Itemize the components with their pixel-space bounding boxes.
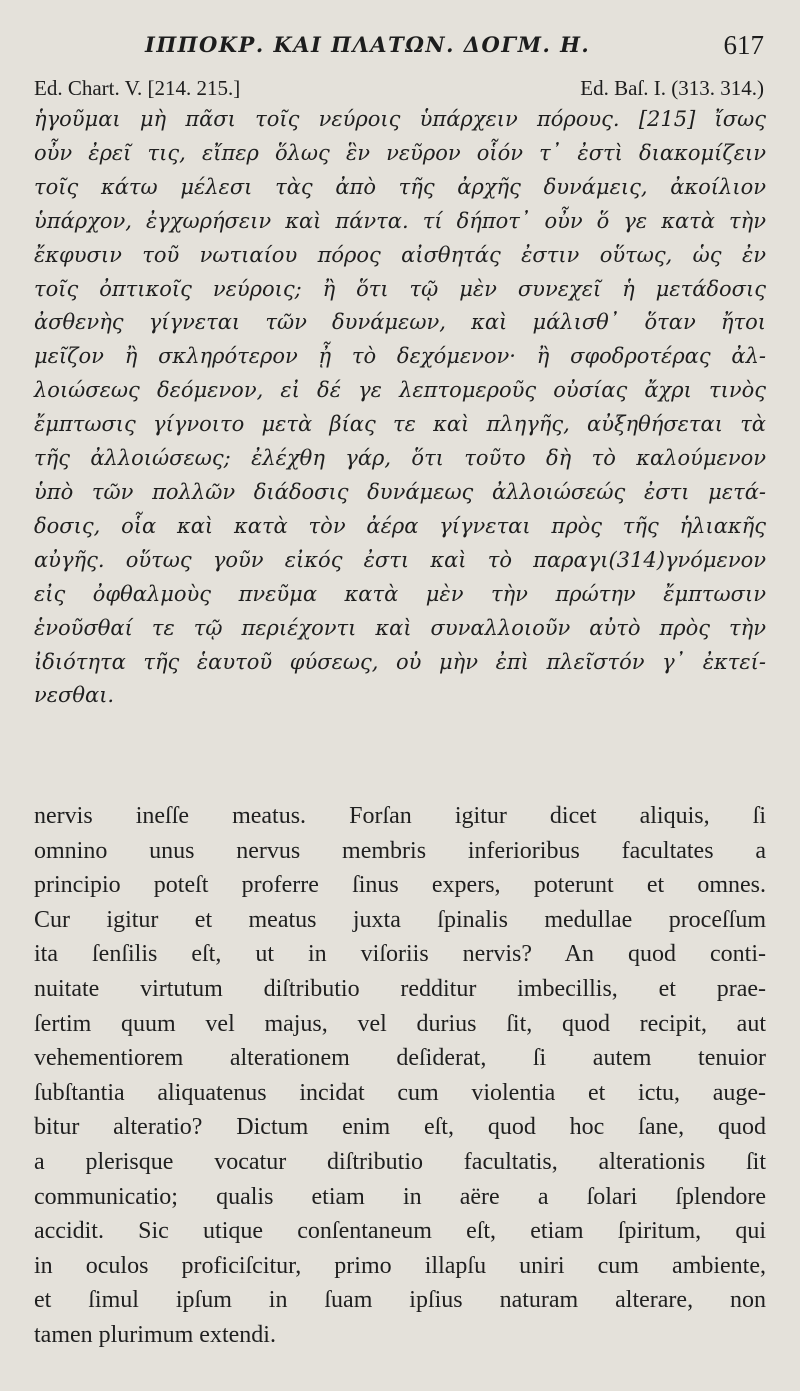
greek-line: μεῖζον ἢ σκληρότερον ᾖ τὸ δεχόμενον· ἢ σφοδροτέρας ἀλ-: [34, 344, 766, 369]
latin-line: bitur alteratio? Dictum enim eſt, quod hoc ſane, quod: [34, 1114, 766, 1141]
latin-line: omnino unus nervus membris inferioribus facultates a: [34, 837, 766, 864]
greek-line: τοῖς ὀπτικοῖς νεύροις; ἢ ὅτι τῷ μὲν συνεχεῖ ἡ μετάδοσις: [34, 276, 766, 301]
latin-line: principio poteſt proferre ſinus expers, poterunt et omnes.: [34, 872, 766, 899]
greek-line: νεσθαι.: [34, 683, 115, 708]
latin-line: ſubſtantia aliquatenus incidat cum violentia et ictu, auge-: [34, 1079, 766, 1106]
greek-line: ἑνοῦσθαί τε τῷ περιέχοντι καὶ συναλλοιοῦν αὐτὸ πρὸς τὴν: [34, 615, 766, 640]
latin-line: ita ſenſilis eſt, ut in viſoriis nervis? An quod conti-: [34, 941, 766, 968]
latin-line: ſertim quum vel majus, vel durius ſit, quod recipit, aut: [34, 1010, 766, 1037]
greek-line: ὑπὸ τῶν πολλῶν διάδοσις δυνάμεως ἀλλοιώσεώς ἐστι μετά-: [34, 479, 766, 504]
greek-line: αὐγῆς. οὕτως γοῦν εἰκός ἐστι καὶ τὸ παραγι(314)γνόμενον: [34, 547, 766, 572]
latin-line: vehementiorem alterationem deſiderat, ſi autem tenuior: [34, 1045, 766, 1072]
latin-line: et ſimul ipſum in ſuam ipſius naturam alterare, non: [34, 1287, 766, 1314]
greek-line: εἰς ὀφθαλμοὺς πνεῦμα κατὰ μὲν τὴν πρώτην ἔμπτωσιν: [34, 581, 766, 606]
latin-line: Cur igitur et meatus juxta ſpinalis medullae proceſſum: [34, 906, 766, 933]
page-number: 617: [723, 30, 764, 60]
running-head: [0, 30, 800, 66]
greek-text-block: [34, 103, 766, 713]
greek-line: τοῖς κάτω μέλεσι τὰς ἀπὸ τῆς ἀρχῆς δυνάμεις, ἀκοίλιον: [34, 174, 766, 199]
greek-line: ἔμπτωσις γίγνοιτο μετὰ βίας τε καὶ πληγῆς, αὐξηθήσεται τὰ: [34, 412, 766, 437]
latin-line: accidit. Sic utique conſentaneum eſt, etiam ſpiritum, qui: [34, 1218, 766, 1245]
edition-basel-reference: Ed. Baſ. I. (313. 314.): [580, 76, 764, 100]
edition-chartier-reference: Ed. Chart. V. [214. 215.]: [34, 76, 241, 100]
greek-line: ἡγοῦμαι μὴ πᾶσι τοῖς νεύροις ὑπάρχειν πόρους. [215] ἴσως: [34, 107, 766, 131]
latin-line: nervis ineſſe meatus. Forſan igitur dicet aliquis, ſi: [34, 803, 766, 829]
greek-line: οὖν ἐρεῖ τις, εἴπερ ὅλως ἓν νεῦρον οἷόν τ᾽ ἐστὶ διακομίζειν: [34, 140, 766, 165]
edition-references: [34, 76, 764, 102]
greek-line: τῆς ἀλλοιώσεως; ἐλέχθη γάρ, ὅτι τοῦτο δὴ τὸ καλούμενον: [34, 446, 766, 471]
latin-line: in oculos proficiſcitur, primo illapſu uniri cum ambiente,: [34, 1252, 766, 1279]
running-title: ΙΠΠΟΚΡ. ΚΑΙ ΠΛΑΤΩΝ. ΔΟΓΜ. Η.: [145, 32, 591, 57]
greek-line: λοιώσεως δεόμενον, εἰ δέ γε λεπτομεροῦς οὐσίας ἄχρι τινὸς: [34, 378, 766, 403]
latin-line: nuitate virtutum diſtributio redditur imbecillis, et prae-: [34, 975, 766, 1002]
latin-text-block: [34, 799, 766, 1353]
greek-line: ἔκφυσιν τοῦ νωτιαίου πόρος αἰσθητάς ἐστιν οὕτως, ὡς ἐν: [34, 242, 766, 267]
greek-line: ἰδιότητα τῆς ἑαυτοῦ φύσεως, οὐ μὴν ἐπὶ πλεῖστόν γ᾽ ἐκτεί-: [34, 649, 766, 674]
greek-line: ὑπάρχον, ἐγχωρήσειν καὶ πάντα. τί δήποτ᾽ οὖν ὅ γε κατὰ τὴν: [34, 208, 766, 233]
greek-line: δοσις, οἷα καὶ κατὰ τὸν ἀέρα γίγνεται πρὸς τῆς ἡλιακῆς: [34, 513, 766, 538]
greek-line: ἀσθενὴς γίγνεται τῶν δυνάμεων, καὶ μάλισθ᾽ ὅταν ἤτοι: [34, 310, 766, 335]
latin-line: a plerisque vocatur diſtributio facultatis, alterationis ſit: [34, 1148, 766, 1175]
latin-line: tamen plurimum extendi.: [34, 1321, 276, 1348]
latin-line: communicatio; qualis etiam in aëre a ſolari ſplendore: [34, 1183, 766, 1210]
